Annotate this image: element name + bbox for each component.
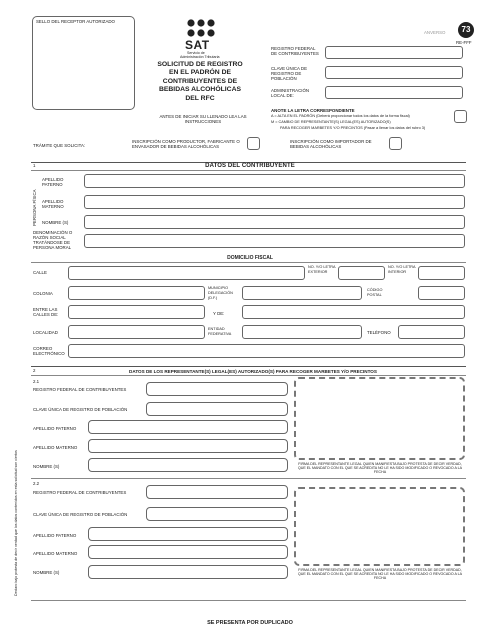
- nombres-input[interactable]: [84, 215, 465, 229]
- curp-label: CLAVE ÚNICA DE REGISTRO DE POBLACIÓN: [271, 66, 308, 81]
- block2-paterno-label: APELLIDO PATERNO: [33, 533, 77, 538]
- letter-checkbox[interactable]: [454, 110, 467, 123]
- block1-materno-label: APELLIDO MATERNO: [33, 445, 78, 450]
- denominacion-input[interactable]: [84, 234, 465, 248]
- letter-a: A = ALTA EN EL PADRÓN (Deberá proporcionar todos los datos de la forma fiscal): [271, 114, 410, 118]
- block2-paterno-input[interactable]: [88, 527, 288, 541]
- telefono-input[interactable]: [398, 325, 465, 339]
- codigo-label: CÓDIGO POSTAL: [367, 288, 383, 297]
- form-number-badge: [458, 22, 474, 38]
- block1-paterno-label: APELLIDO PATERNO: [33, 426, 77, 431]
- y-input[interactable]: [242, 305, 465, 319]
- stamp-label: SELLO DEL RECEPTOR AUTORIZADO: [36, 19, 115, 24]
- colonia-input[interactable]: [68, 286, 205, 300]
- block2-curp-input[interactable]: [146, 507, 288, 521]
- localidad-label: LOCALIDAD: [33, 330, 58, 335]
- block2-rfc-input[interactable]: [146, 485, 288, 499]
- title-line: BEBIDAS ALCOHÓLICAS: [158, 86, 242, 94]
- block2-number: 2.2: [33, 481, 40, 486]
- entidad-label: ENTIDAD FEDERATIVA: [208, 327, 232, 336]
- domicilio-title: DOMICILIO FISCAL: [227, 255, 273, 261]
- block1-materno-input[interactable]: [88, 439, 288, 453]
- instructions-note: ANTES DE INICIAR SU LLENADO LEA LAS INSTRUCCIONES: [159, 114, 247, 124]
- calle-input[interactable]: [68, 266, 305, 280]
- y-label: Y DE:: [213, 311, 225, 316]
- apellido-materno-input[interactable]: [84, 195, 465, 209]
- logo-sub1: Servicio de: [187, 51, 205, 55]
- no-ext-label: NO. Y/O LETRA EXTERIOR: [308, 265, 336, 274]
- telefono-label: TELÉFONO: [367, 330, 391, 335]
- nombres-label: NOMBRE (S): [42, 220, 69, 225]
- block1-nombres-input[interactable]: [88, 458, 288, 472]
- form-sub: RE-FFF: [456, 40, 472, 45]
- title-line: CONTRIBUYENTES DE: [162, 77, 238, 85]
- section2-title: DATOS DE LOS REPRESENTANTE(S) LEGAL(ES) AUTORIZADO(S) PARA RECOGER MARBETES Y/O PRECINTOS: [129, 369, 377, 374]
- logo-text: SAT: [185, 38, 210, 52]
- option-productor-label: INSCRIPCIÓN COMO PRODUCTOR, FABRICANTE O ENVASADOR DE BEBIDAS ALCOHÓLICAS: [132, 139, 240, 149]
- option-productor-checkbox[interactable]: [247, 137, 260, 150]
- curp-input[interactable]: [325, 66, 463, 79]
- block1-signature-box[interactable]: [294, 377, 465, 460]
- persona-fisica-label: PERSONA FÍSICA: [32, 189, 37, 226]
- block2-curp-label: CLAVE ÚNICA DE REGISTRO DE POBLACIÓN: [33, 512, 128, 517]
- option-importador-checkbox[interactable]: [389, 137, 402, 150]
- block2-divider: [31, 478, 466, 479]
- section2-divider-bottom: [31, 375, 466, 376]
- block1-rfc-label: REGISTRO FEDERAL DE CONTRIBUYENTES: [33, 387, 127, 392]
- correo-input[interactable]: [68, 344, 465, 358]
- calle-label: CALLE: [33, 270, 47, 275]
- block1-number: 2.1: [33, 379, 40, 384]
- admin-label: ADMINISTRACIÓN LOCAL DE:: [271, 88, 310, 98]
- no-ext-input[interactable]: [338, 266, 385, 280]
- block1-rfc-input[interactable]: [146, 382, 288, 396]
- block2-rfc-label: REGISTRO FEDERAL DE CONTRIBUYENTES: [33, 490, 127, 495]
- form-number: 73: [461, 25, 471, 34]
- entre-input[interactable]: [68, 305, 205, 319]
- corner-code: ANVERSO: [424, 30, 446, 35]
- footer-note: SE PRESENTA POR DUPLICADO: [207, 620, 293, 626]
- title-line: SOLICITUD DE REGISTRO: [157, 61, 243, 68]
- block2-nombres-input[interactable]: [88, 565, 288, 579]
- block1-curp-input[interactable]: [146, 402, 288, 416]
- block2-materno-input[interactable]: [88, 545, 288, 559]
- logo-sub2: Administración Tributaria: [180, 55, 220, 59]
- letter-m2: PARA RECOGER MARBETES Y/O PRECINTOS (Pasar a llenar los datos del rubro 3): [280, 126, 426, 130]
- section1-title: DATOS DEL CONTRIBUYENTE: [205, 163, 295, 169]
- side-note: Declaro bajo protesta de decir verdad que los datos contenidos en esta solicitud son ciertos: [14, 450, 18, 596]
- no-int-label: NO. Y/O LETRA INTERIOR: [388, 265, 416, 274]
- denominacion-label: DENOMINACIÓN O RAZÓN SOCIAL TRATÁNDOSE DE PERSONA MORAL: [33, 230, 73, 250]
- block2-firma-label: FIRMA DEL REPRESENTANTE LEGAL QUIEN MANIFIESTA BAJO PROTESTA DE DECIR VERDAD, QUE EL MANDATO CON EL QUE SE ACREDITA NO LE HA SIDO MODIFICADO O REVOCADO A LA FECHA: [297, 568, 463, 581]
- tramite-label: TRÁMITE QUE SOLICITA:: [33, 143, 86, 148]
- entidad-input[interactable]: [242, 325, 362, 339]
- codigo-input[interactable]: [418, 286, 465, 300]
- section2-divider: [31, 366, 466, 367]
- block1-nombres-label: NOMBRE (S): [33, 464, 60, 469]
- letter-title: ANOTE LA LETRA CORRESPONDIENTE: [271, 108, 355, 113]
- colonia-label: COLONIA: [33, 291, 53, 296]
- block2-signature-box[interactable]: [294, 487, 465, 566]
- municipio-label: MUNICIPIO DELEGACIÓN (D.F.): [208, 286, 233, 300]
- rfc-label: REGISTRO FEDERAL DE CONTRIBUYENTES: [271, 46, 319, 56]
- apellido-paterno-label: APELLIDO PATERNO: [42, 177, 64, 187]
- block1-paterno-input[interactable]: [88, 420, 288, 434]
- option-importador-label: INSCRIPCIÓN COMO IMPORTADOR DE BEBIDAS ALCOHÓLICAS: [290, 139, 372, 149]
- form-title: [140, 61, 260, 103]
- section1-divider-bottom: [31, 170, 466, 171]
- correo-label: CORREO ELECTRÓNICO: [33, 346, 65, 356]
- block2-materno-label: APELLIDO MATERNO: [33, 551, 78, 556]
- domicilio-divider: [31, 262, 466, 263]
- form-bottom-line: [31, 600, 466, 601]
- section1-number: 1: [33, 163, 36, 168]
- no-int-input[interactable]: [418, 266, 465, 280]
- municipio-input[interactable]: [242, 286, 362, 300]
- sat-logo-icon: [186, 18, 216, 40]
- block1-firma-label: FIRMA DEL REPRESENTANTE LEGAL QUIEN MANIFIESTA BAJO PROTESTA DE DECIR VERDAD, QUE EL MANDATO CON EL QUE SE ACREDITA NO LE HA SIDO MODIFICADO O REVOCADO A LA FECHA: [297, 462, 463, 475]
- title-line: DEL RFC: [185, 94, 215, 102]
- apellido-paterno-input[interactable]: [84, 174, 465, 188]
- section2-number: 2: [33, 368, 36, 373]
- block1-curp-label: CLAVE ÚNICA DE REGISTRO DE POBLACIÓN: [33, 407, 128, 412]
- localidad-input[interactable]: [68, 325, 205, 339]
- title-line: EN EL PADRÓN DE: [168, 69, 232, 77]
- stamp-box: [32, 16, 135, 110]
- block2-nombres-label: NOMBRE (S): [33, 570, 60, 575]
- rfc-input[interactable]: [325, 46, 463, 59]
- letter-m: M = CAMBIO DE REPRESENTANTE(S) LEGAL(ES) AUTORIZADO(S): [271, 120, 391, 124]
- apellido-materno-label: APELLIDO MATERNO: [42, 199, 64, 209]
- admin-input[interactable]: [325, 86, 463, 99]
- entre-label: ENTRE LAS CALLES DE:: [33, 307, 59, 317]
